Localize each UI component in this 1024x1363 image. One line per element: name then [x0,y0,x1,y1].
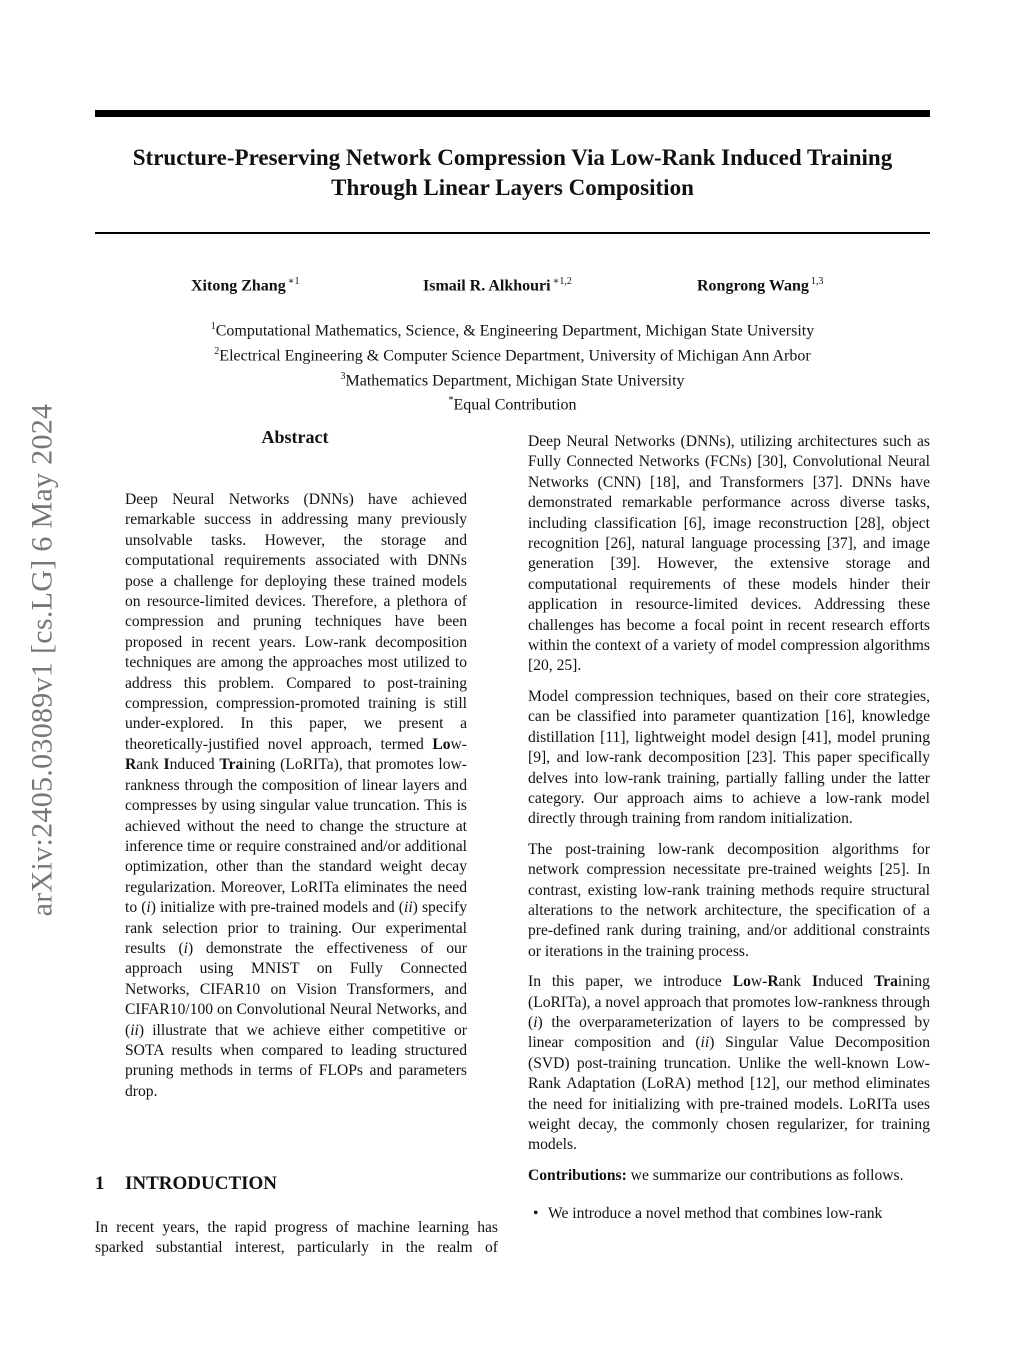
section-number: 1 [95,1173,105,1194]
author-affil-mark: ∗1 [287,276,300,287]
author-name: Ismail R. Alkhouri [423,277,551,295]
intro-paragraph-1: Deep Neural Networks (DNNs), utilizing architectures such as Fully Connected Networks (FCNs) [30], Convolutional Neural Networks (CNN) [18], and Transformers [37]. DNNs have demonstrated remarkable performance across diverse tasks, including classification [6], image reconstruction [28], object recognition [26], natural language processing [37], and image generation [39]. However, the extensive storage and computational requirements of these models hinder their application in resource-limited devices. Addressing these challenges has become a focal point in recent research efforts within the context of a variety of model compression algorithms [20, 25]. [528,433,930,675]
paper-title [95,143,930,203]
author-affil-mark: 1,3 [810,276,824,287]
intro-paragraph-2: Model compression techniques, based on their core strategies, can be classified into parameter quantization [16], knowledge distillation [11], lightweight model design [41], model pruning [9], and low-rank decomposition [23]. This paper specifically delves into low-rank training, partially falling under the latter category. Our approach aims to achieve a low-rank model directly through training from random initialization. [528,687,930,828]
abstract-body: Deep Neural Networks (DNNs) have achieved remarkable success in addressing many previously unsolvable tasks. However, the storage and computational requirements associated with DNNs pose a challenge for deploying these trained models on resource-limited devices. Therefore, a plethora of compression and pruning techniques have been proposed in recent years. Low-rank decomposition techniques are among the approaches most utilized to address this problem. Compared to post-training compression, compression-promoted training is still under-explored. In this paper, we present a theoretically-justified novel approach, termed Low-Rank Induced Training (LoRITa), that promotes low-rankness through the composition of linear layers and compresses by using singular value truncation. This is achieved without the need to change the structure at inference time or require constrained and/or additional optimization, other than the standard weight decay regularization. Moreover, LoRITa eliminates the need to (i) initialize with pre-trained models and (ii) specify rank selection prior to training. Our experimental results (i) demonstrate the effectiveness of our approach using MNIST on Fully Connected Networks, CIFAR10 on Vision Transformers, and CIFAR10/100 on Convolutional Neural Networks, and (ii) illustrate that we achieve either competitive or SOTA results when compared to leading structured pruning methods in terms of FLOPs and parameters drop. [125,491,467,1100]
list-item: • We introduce a novel method that combines low-rank [548,1204,930,1224]
equal-contribution-note: *Equal Contribution [448,395,577,414]
contributions-label: Contributions: [528,1166,627,1184]
introduction-opening-text: In recent years, the rapid progress of machine learning has sparked substantial interest, particularly in the realm of [95,1219,498,1257]
affiliation-2: $^2$Electrical Engineering & Computer Science Department, University of Michigan Ann Arbor [214,345,811,365]
contributions-intro: Contributions: we summarize our contributions as follows. [528,1166,904,1184]
affiliations [95,317,930,416]
author-name: Xitong Zhang [191,277,286,295]
title-line-1: Structure-Preserving Network Compression Via Low-Rank Induced Training [132,145,893,170]
author-name: Rongrong Wang [697,277,809,295]
title-line-2: Through Linear Layers Composition [331,175,694,200]
author-1 [191,276,300,295]
affiliation-3: $^3$Mathematics Department, Michigan State University [340,370,685,389]
section-title: INTRODUCTION [125,1173,278,1194]
title-top-rule [95,110,930,117]
section-heading-introduction [95,1173,277,1195]
author-affil-mark: ∗1,2 [552,276,572,287]
title-bottom-rule [95,232,930,234]
arxiv-identifier-text: arXiv:2405.03089v1 [cs.LG] 6 May 2024 [25,403,59,916]
abstract-heading: Abstract [261,427,329,447]
arxiv-identifier-stamp [12,362,72,957]
author-3 [697,276,823,295]
affiliation-1: $^1$Computational Mathematics, Science, & Engineering Department, Michigan State University [210,321,815,340]
intro-paragraph-4: In this paper, we introduce Low-Rank Induced Training (LoRITa), a novel approach that promotes low-rankness through (i) the overparameterization of layers to be compressed by linear composition and (ii) Singular Value Decomposition (SVD) post-training truncation. Unlike the well-known Low-Rank Adaptation (LoRA) method [12], our method eliminates the need for initializing with pre-trained models. LoRITa uses weight decay, the commonly chosen regularizer, for training models. [528,973,930,1154]
right-column [528,432,930,1225]
intro-paragraph-3: The post-training low-rank decomposition algorithms for network compression necessitate pre-trained weights [25]. In contrast, existing low-rank training methods require structural alterations to the network architecture, the specification of a pre-defined rank during training, and/or additional constraints or iterations in the training process. [528,840,930,960]
contributions-list [528,1204,930,1224]
author-2 [423,276,572,295]
